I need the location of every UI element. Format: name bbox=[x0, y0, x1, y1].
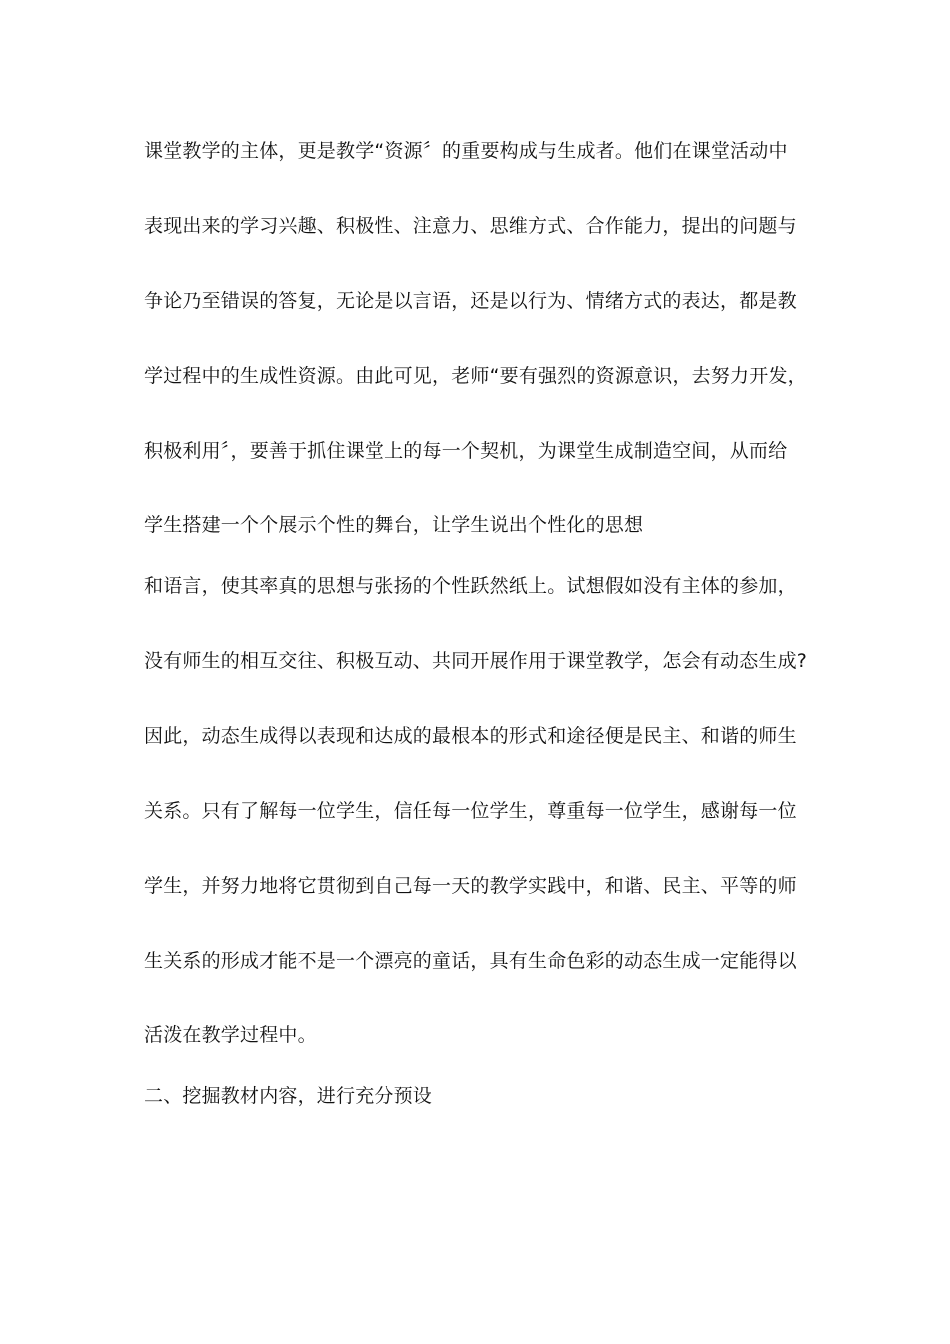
paragraph-line: 因此，动态生成得以表现和达成的最根本的形式和途径便是民主、和谐的师生 bbox=[144, 725, 797, 747]
paragraph-line: 学过程中的生成性资源。由此可见，老师“要有强烈的资源意识，去努力开发， bbox=[144, 365, 807, 387]
paragraph-line: 活泼在教学过程中。 bbox=[144, 1024, 317, 1046]
paragraph-line: 关系。只有了解每一位学生，信任每一位学生，尊重每一位学生，感谢每一位 bbox=[144, 800, 797, 822]
paragraph-line: 争论乃至错误的答复，无论是以言语，还是以行为、情绪方式的表达，都是教 bbox=[144, 290, 797, 312]
paragraph-line: 课堂教学的主体，更是教学“资源〞的重要构成与生成者。他们在课堂活动中 bbox=[144, 140, 788, 162]
section-heading: 二、挖掘教材内容，进行充分预设 bbox=[144, 1085, 433, 1107]
paragraph-line: 表现出来的学习兴趣、积极性、注意力、思维方式、合作能力，提出的问题与 bbox=[144, 215, 797, 237]
paragraph-line: 学生搭建一个个展示个性的舞台，让学生说出个性化的思想 bbox=[144, 514, 644, 536]
paragraph-line: 学生，并努力地将它贯彻到自己每一天的教学实践中，和谐、民主、平等的师 bbox=[144, 875, 797, 897]
paragraph-line: 没有师生的相互交往、积极互动、共同开展作用于课堂教学，怎会有动态生成? bbox=[144, 650, 808, 672]
paragraph-line: 生关系的形成才能不是一个漂亮的童话，具有生命色彩的动态生成一定能得以 bbox=[144, 950, 797, 972]
paragraph-line: 和语言，使其率真的思想与张扬的个性跃然纸上。试想假如没有主体的参加， bbox=[144, 575, 797, 597]
paragraph-line: 积极利用〞，要善于抓住课堂上的每一个契机，为课堂生成制造空间，从而给 bbox=[144, 440, 788, 462]
